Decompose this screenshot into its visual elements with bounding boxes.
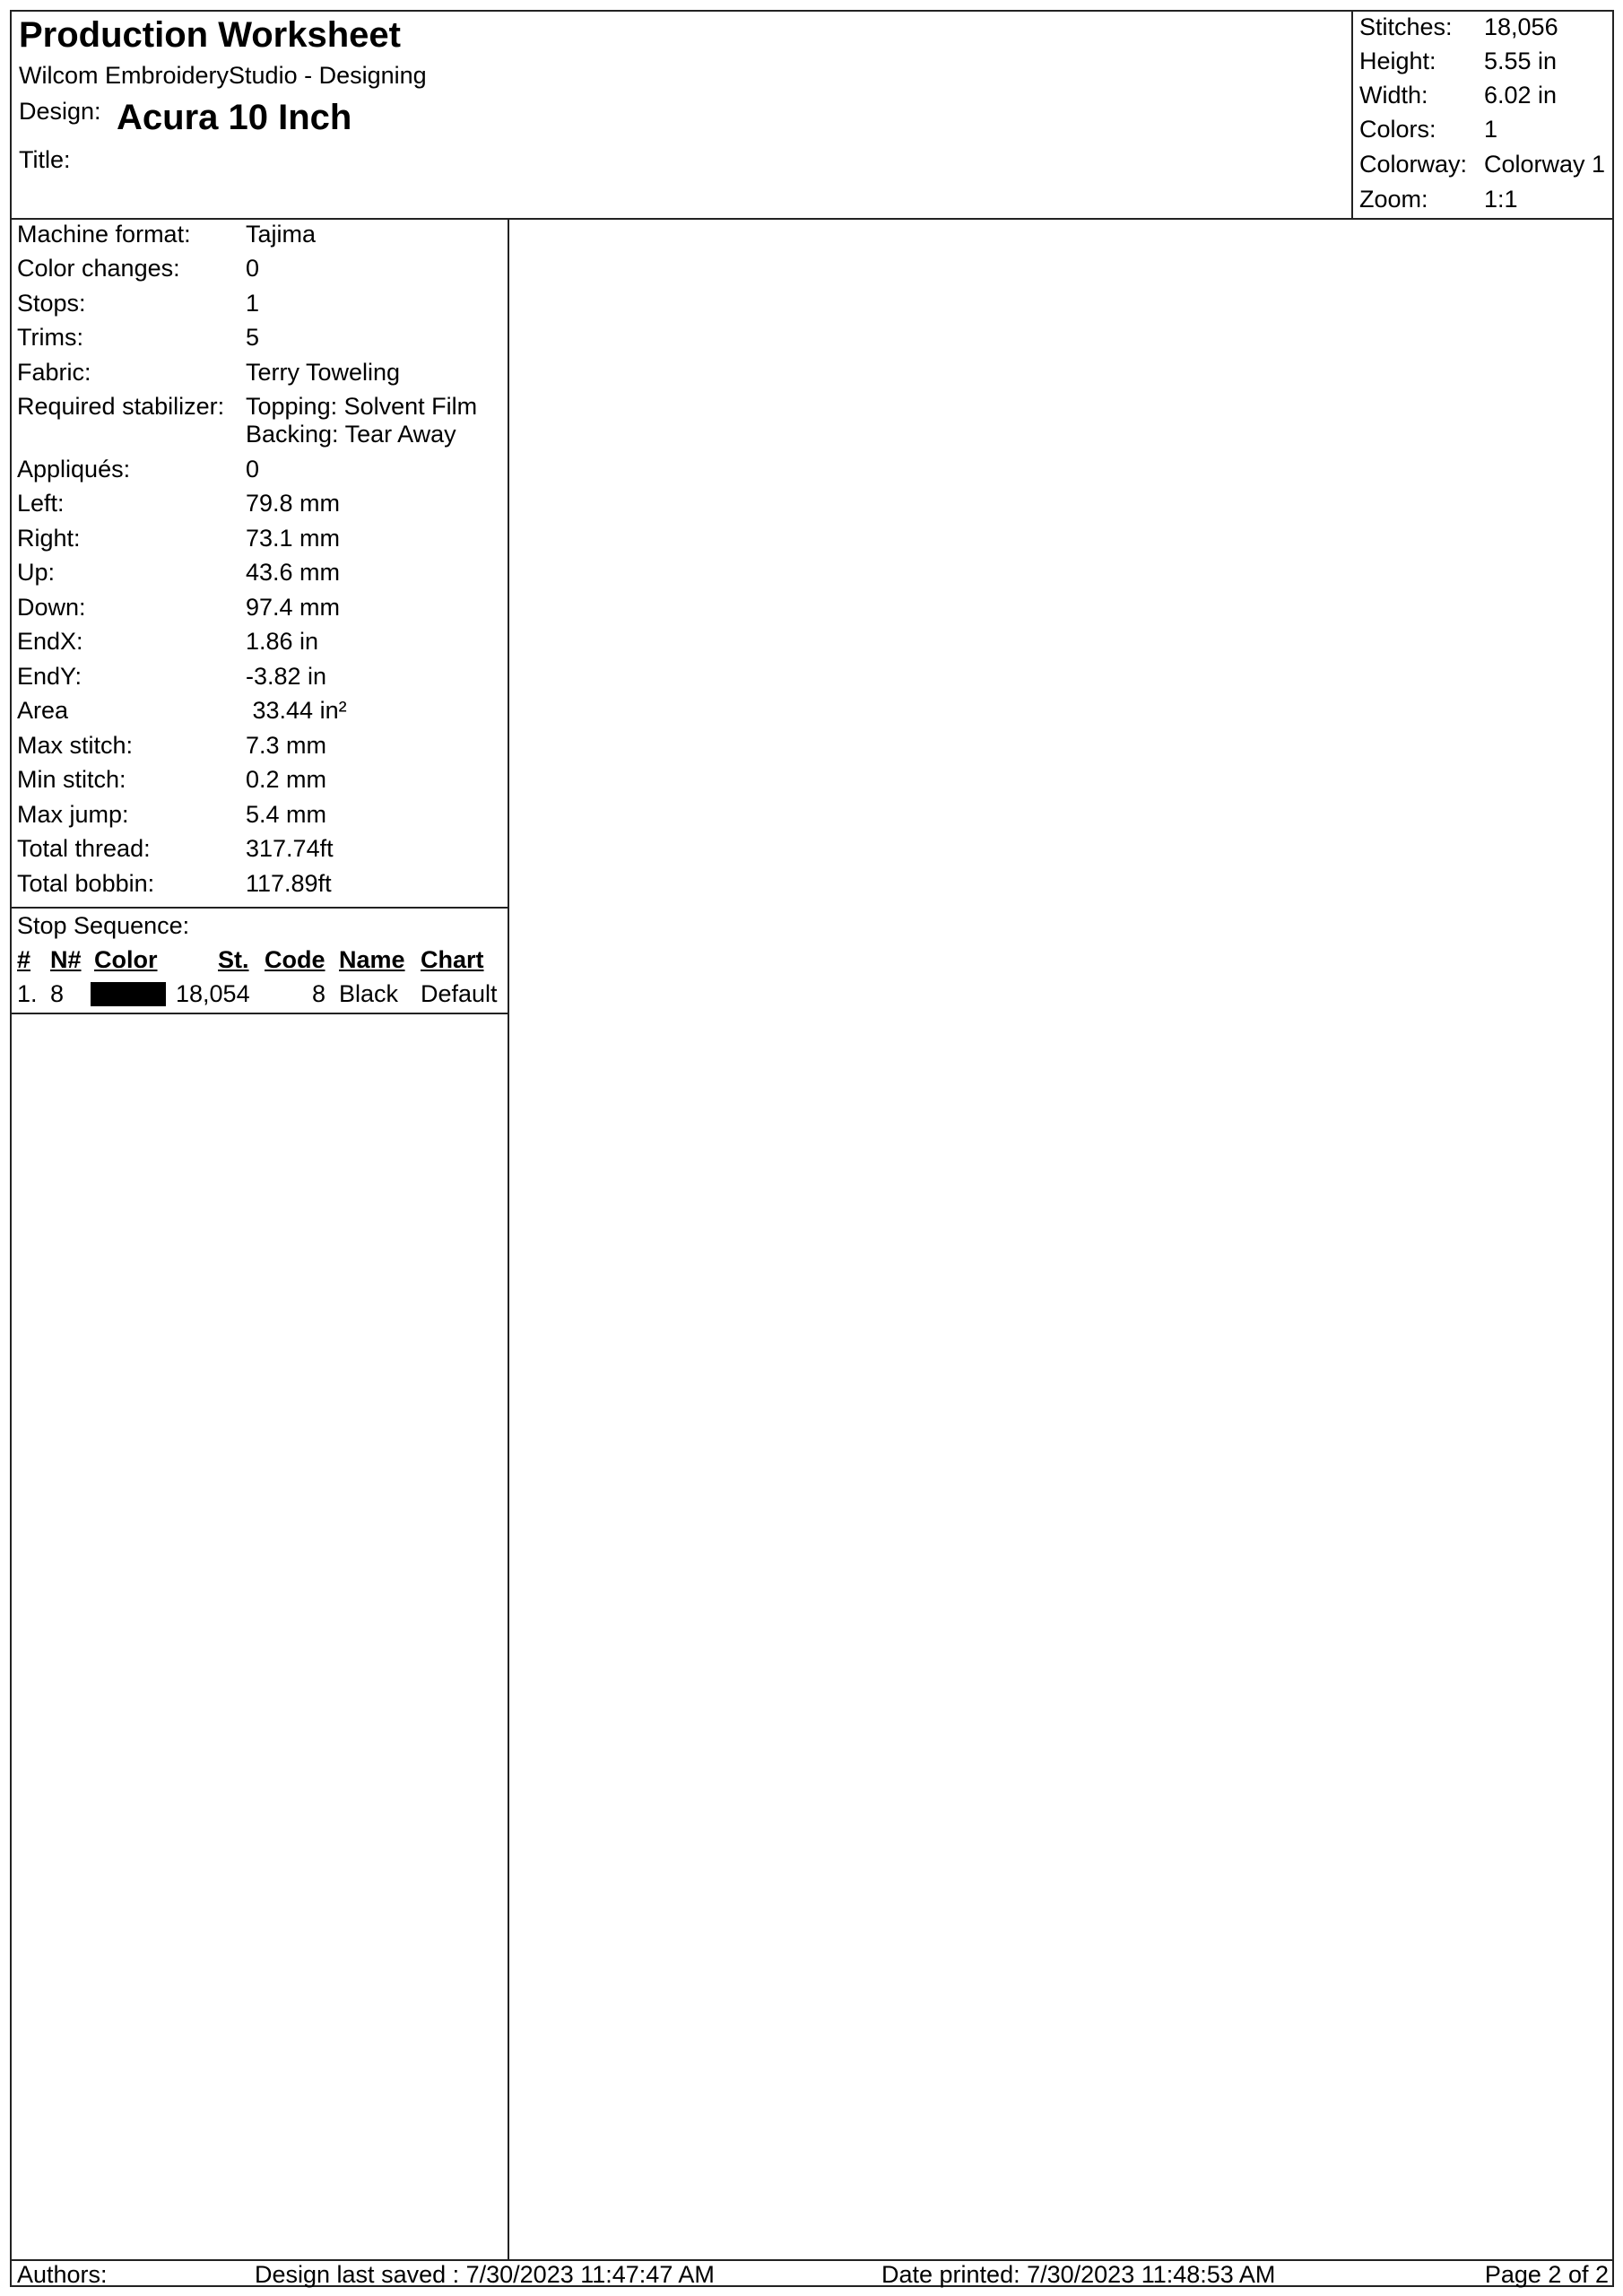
worksheet-footer <box>12 2259 1612 2287</box>
summary-row: Width: 6.02 in <box>1359 82 1558 109</box>
column-header-chart: Chart <box>421 946 484 973</box>
property-row: Total thread: 317.74ft <box>17 835 334 862</box>
row-stitches: 18,054 <box>176 980 250 1007</box>
design-properties: Machine format: Tajima Color changes: 0 Stops: 1 Trims: 5 Fabric: Terry Toweling Required stabilizer: Topping: Solvent Film Backing: Tear Away Appliqués: 0 Left: 79.8 mm Right: 73.1 mm Up: 43.6 mm Down: 97.4 mm EndX: 1.86 in EndY: -3.82 in Area 33.44 in² Max stitch: 7.3 mm Min stitch: 0.2 mm Max jump: 5.4 mm Total thread: 317.74ft Total bobbin: 117.89ft <box>12 218 508 909</box>
property-row: Left: 79.8 mm <box>17 490 341 517</box>
property-row: Color changes: 0 <box>17 255 260 282</box>
property-row: Max stitch: 7.3 mm <box>17 732 327 759</box>
design-summary <box>1351 12 1614 218</box>
property-row: Fabric: Terry Toweling <box>17 359 401 386</box>
row-num: 1. <box>17 980 38 1007</box>
property-row: Stops: 1 <box>17 290 260 317</box>
page-title: Production Worksheet <box>19 15 401 55</box>
design-label: Design: <box>19 98 101 125</box>
color-swatch <box>91 982 166 1006</box>
summary-row: Colorway: Colorway 1 <box>1359 151 1606 178</box>
summary-row: Zoom: 1:1 <box>1359 186 1518 213</box>
design-name: Acura 10 Inch <box>117 98 352 137</box>
software-name: Wilcom EmbroideryStudio - Designing <box>19 62 427 89</box>
property-row: Appliqués: 0 <box>17 456 260 483</box>
summary-row: Colors: 1 <box>1359 116 1498 143</box>
row-needle: 8 <box>50 980 65 1007</box>
property-row: Machine format: Tajima <box>17 221 317 248</box>
property-row: Min stitch: 0.2 mm <box>17 766 327 793</box>
property-row: EndY: -3.82 in <box>17 663 327 690</box>
column-header-name: Name <box>339 946 405 973</box>
row-chart: Default <box>421 980 498 1007</box>
property-row: Area 33.44 in² <box>17 697 347 724</box>
column-header-needle: N# <box>50 946 82 973</box>
summary-row: Stitches: 18,056 <box>1359 13 1558 40</box>
property-row: Up: 43.6 mm <box>17 559 341 586</box>
property-row: Down: 97.4 mm <box>17 594 341 621</box>
property-row: Right: 73.1 mm <box>17 525 341 552</box>
row-code: 8 <box>312 980 326 1007</box>
property-row: Max jump: 5.4 mm <box>17 801 327 828</box>
column-header-stitches: St. <box>218 946 249 973</box>
property-row: Required stabilizer: Topping: Solvent Film <box>17 393 478 420</box>
details-panel <box>12 218 509 2259</box>
authors-label: Authors: <box>17 2261 108 2288</box>
date-printed: Date printed: 7/30/2023 11:48:53 AM <box>881 2261 1276 2288</box>
stop-sequence-title: Stop Sequence: <box>17 912 190 939</box>
row-name: Black <box>339 980 399 1007</box>
column-header-color: Color <box>94 946 158 973</box>
property-row: Trims: 5 <box>17 324 260 351</box>
title-label: Title: <box>19 146 71 173</box>
property-row: EndX: 1.86 in <box>17 628 319 655</box>
column-header-num: # <box>17 946 31 973</box>
property-row: Total bobbin: 117.89ft <box>17 870 332 897</box>
summary-row: Height: 5.55 in <box>1359 48 1558 74</box>
worksheet-header <box>12 12 1612 220</box>
column-header-code: Code <box>265 946 325 973</box>
page-number: Page 2 of 2 <box>1484 2261 1609 2288</box>
last-saved: Design last saved : 7/30/2023 11:47:47 AM <box>255 2261 715 2288</box>
stop-sequence-table <box>12 907 508 1014</box>
worksheet-frame <box>10 10 1614 2287</box>
